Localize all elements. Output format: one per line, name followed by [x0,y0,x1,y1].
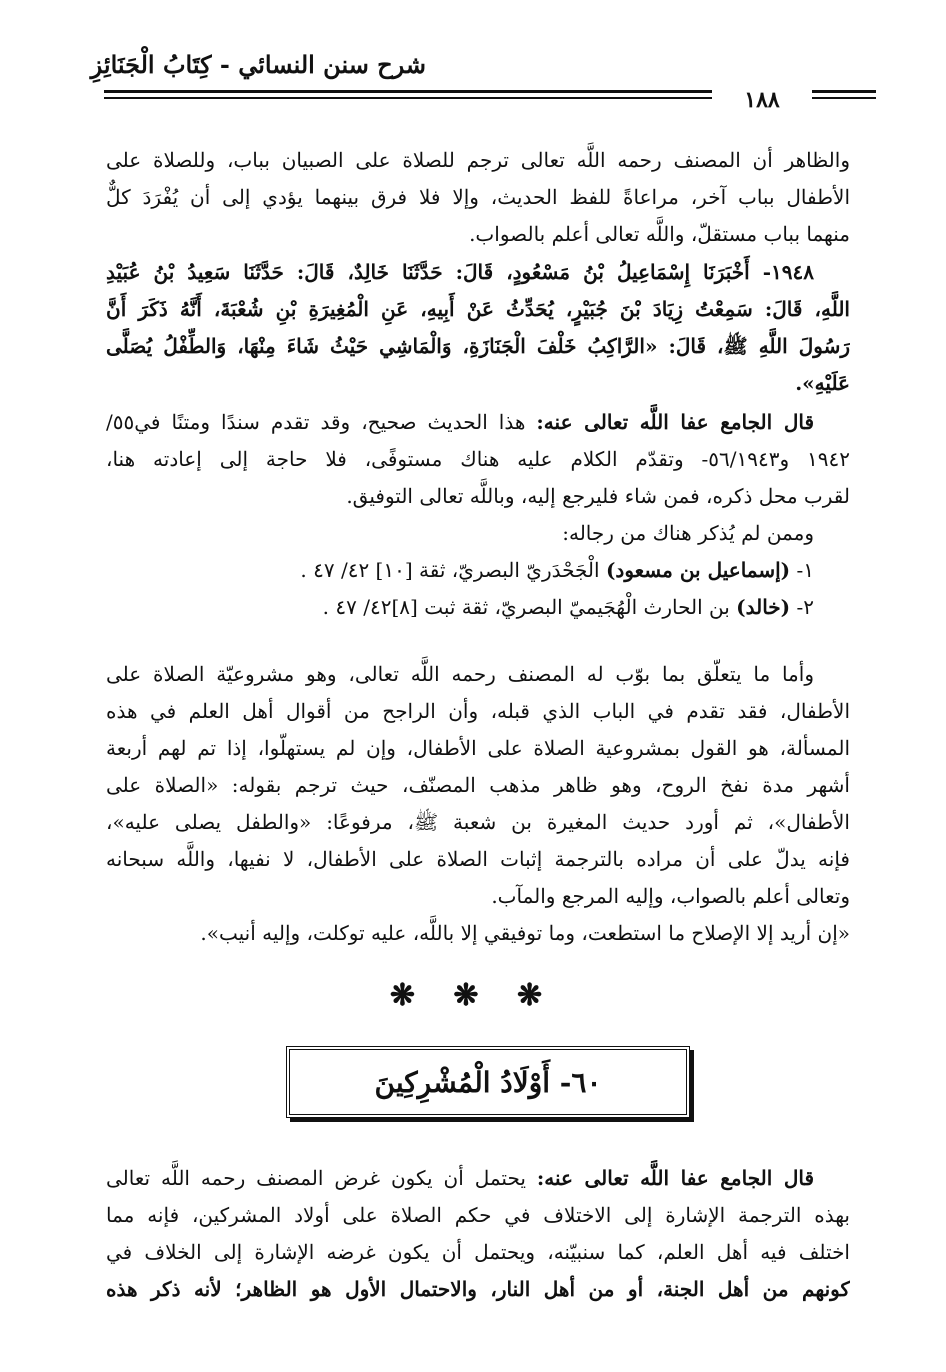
narrator-desc: بن الحارث الْهُجَيميّ البصريّ، ثقة ثبت [٨]٤٢/ ٤٧ . [322,595,730,619]
hadith-line: اللَّهِ، قَالَ: سَمِعْتُ زِيَادَ بْنَ جُبَيْرٍ، يُحَدِّثُ عَنْ أَبِيهِ، عَنِ الْمُغِيرَةِ بْنِ شُعْبَةَ، أَنَّهُ ذَكَرَ أَنَّ [106,297,850,321]
chapter-commentary [106,1160,850,1308]
text-line: بهذه الترجمة الإشارة إلى الاختلاف في حكم الصلاة على أولاد المشركين، فإنه مما [106,1203,850,1227]
text-line: لقرب محل ذكره، فمن شاء فليرجع إليه، وباللَّه تعالى التوفيق. [346,484,850,508]
text-line: وتعالى أعلم بالصواب، وإليه المرجع والمآب. [491,884,850,908]
text-line: كونهم من أهل الجنة، أو من أهل النار، والاحتمال الأول هو الظاهر؛ لأنه ذكر هذه [106,1277,850,1301]
running-header-title: شرح سنن النسائي - كِتَابُ الْجَنَائِزِ [90,50,426,79]
page-number: ١٨٨ [712,85,812,115]
text-line: والظاهر أن المصنف رحمه اللَّه تعالى ترجم للصلاة على الصبيان بباب، وللصلاة على [106,148,850,172]
hadith-line: رَسُولَ اللَّهِ ﷺ، قَالَ: «الرَّاكِبُ خَلْفَ الْجَنَازَةِ، وَالْمَاشِي حَيْثُ شَاءَ مِنْهَا، وَالطِّفْلُ يُصَلَّى [106,334,850,358]
narrator-desc: الْجَحْدَريّ البصريّ، ثقة [١٠] ٤٢/ ٤٧ . [300,558,600,582]
text-span: يحتمل أن يكون غرض المصنف رحمه اللَّه تعالى [106,1166,526,1190]
narrator-item [106,589,850,626]
text-line: ١٩٤٢ و٥٦/١٩٤٣- وتقدّم الكلام عليه هناك مستوفًى، فلا حاجة إلى إعادته هنا، [106,447,850,471]
text-line: اختلف فيه أهل العلم، كما سنبيّنه، ويحتمل أن يكون غرضه الإشارة إلى الخلاف في [106,1240,850,1264]
text-line: الأطفال بباب آخر، مراعاةً للفظ الحديث، وإلا فلا فرق بينهما يؤدي إلى أن يُفْرَدَ كلٌّ [106,185,850,209]
commentator-lead: قال الجامع عفا اللَّه تعالى عنه: [536,1166,814,1190]
text-line [106,1160,850,1197]
closing-quote: «إن أريد إلا الإصلاح ما استطعت، وما توفيقي إلا باللَّه، عليه توكلت، وإليه أنيب». [200,921,850,945]
hadith-line: ١٩٤٨- أَخْبَرَنَا إِسْمَاعِيلُ بْنُ مَسْعُودٍ، قَالَ: حَدَّثَنَا خَالِدٌ، قَالَ: حَدَّثَنَا سَعِيدُ بْنُ عُبَيْدِ [106,260,814,284]
narrator-number: ٢- [796,595,814,619]
hadith-text [106,254,850,402]
narrator-number: ١- [796,558,814,582]
text-line: فإنه يدلّ على أن مراده بالترجمة إثبات الصلاة على الأطفال، لا نفيها، واللَّه سبحانه [106,847,850,871]
commentator-lead: قال الجامع عفا اللَّه تعالى عنه: [536,410,815,434]
text-line: الأطفال»، ثم أورد حديث المغيرة بن شعبة ﷺ، مرفوعًا: «والطفل يصلى عليه»، [106,810,850,834]
narrators-intro: وممن لم يُذكر هناك من رجاله: [562,521,814,545]
narrator-name: (إسماعيل بن مسعود) [605,558,791,582]
text-span: هذا الحديث صحيح، وقد تقدم سندًا ومتنًا في٥٥/ [106,410,526,434]
text-line: وأما ما يتعلّق بما بوّب له المصنف رحمه اللَّه تعالى، وهو مشروعيّة الصلاة على [106,662,814,686]
intro-paragraph [106,142,850,253]
discussion-paragraph [106,656,850,952]
chapter-heading-box [286,1046,690,1118]
narrator-item [106,552,850,589]
commentary-paragraph [106,404,850,626]
text-line: أشهر مدة نفخ الروح، وهو ظاهر مذهب المصنّف، حيث ترجم بقوله: «الصلاة على [106,773,850,797]
text-line [106,404,850,441]
text-line: الأطفال، فقد تقدم في الباب الذي قبله، وأن الراجح من أقوال أهل العلم في هذه [106,699,850,723]
text-line: المسألة، هو القول بمشروعية الصلاة على الأطفال، وإن لم يستهلّوا، إذا تم لهم أربعة [106,736,850,760]
text-line: منهما بباب مستقلّ، واللَّه تعالى أعلم بالصواب. [469,222,850,246]
hadith-line: عَلَيْهِ». [795,371,850,395]
section-separator: ❋ ❋ ❋ [389,978,557,1013]
chapter-title: ٦٠- أَوْلَادُ الْمُشْرِكِينَ [374,1065,602,1099]
narrator-name: (خالد) [736,595,791,619]
